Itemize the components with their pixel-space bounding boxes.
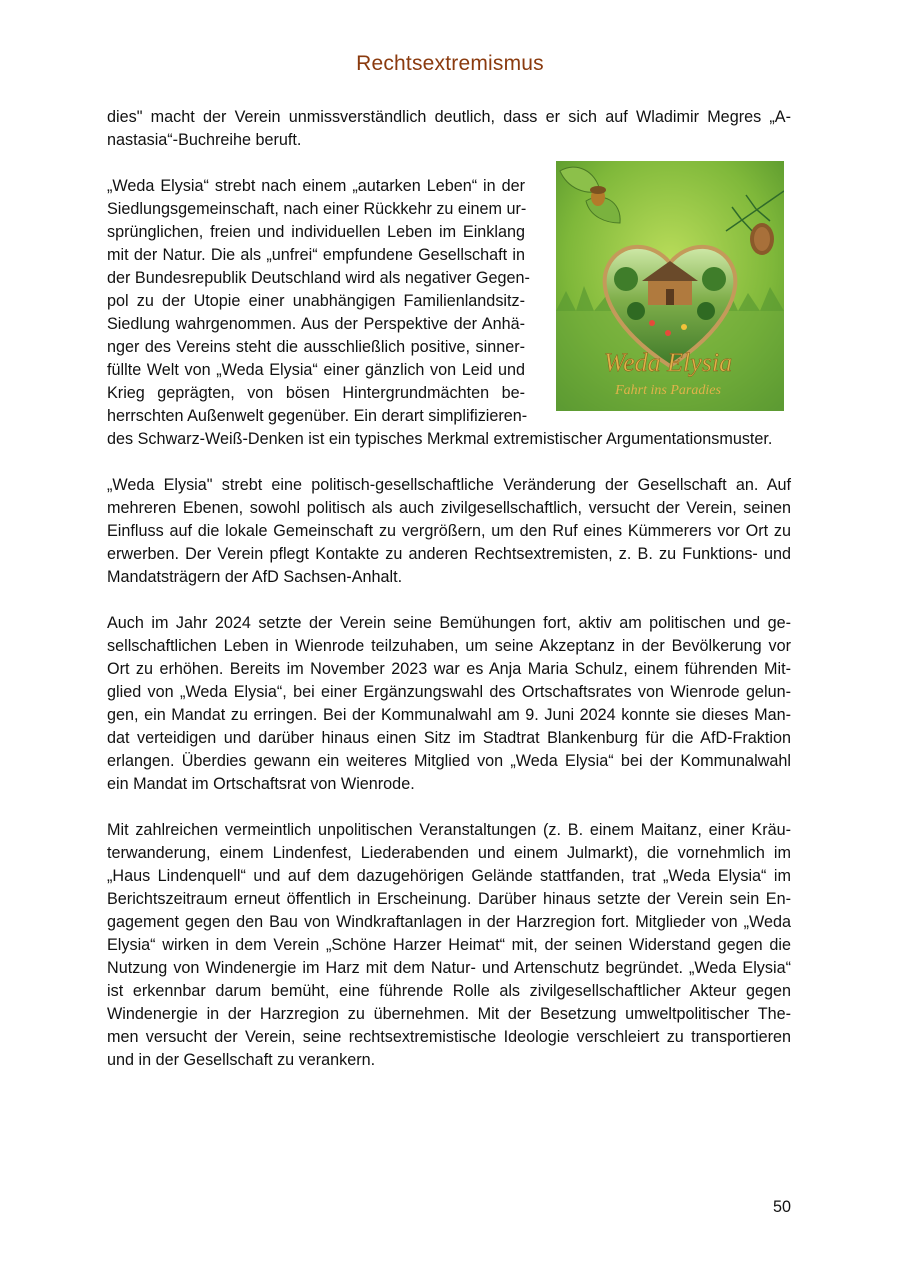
paragraph-4-line: gen, ein Mandat zu erringen. Bei der Kommunalwahl am 9. Juni 2024 konnte sie dieses Man- — [107, 706, 791, 724]
paragraph-5-line: Elysia“ wirken in dem Verein „Schöne Harzer Heimat“ mit, der seinen Widerstand gegen die — [107, 936, 791, 954]
paragraph-2-line: „Weda Elysia“ strebt nach einem „autarken Leben“ in der — [107, 177, 525, 195]
paragraph-4-line: sellschaftlichen Leben in Wienrode teilzuhaben, um seine Akzeptanz in der Bevölkerung vor — [107, 637, 791, 655]
paragraph-4-line: Ort zu erhöhen. Bereits im November 2023 war es Anja Maria Schulz, einem führenden Mit- — [107, 660, 791, 678]
paragraph-4-line: dat verteidigen und darüber hinaus einen Sitz im Stadtrat Blankenburg für die AfD-Fraktion — [107, 729, 791, 747]
paragraph-2-line: mit der Natur. Die als „unfrei“ empfundene Gesellschaft in — [107, 246, 525, 264]
paragraph-4-line: glied von „Weda Elysia“, bei einer Ergänzungswahl des Ortschaftsrates von Wienrode gelun- — [107, 683, 791, 701]
paragraph-3-line: „Weda Elysia" strebt eine politisch-gesellschaftliche Veränderung der Gesellschaft an. Auf — [107, 476, 791, 494]
paragraph-5-line: und in der Gesellschaft zu verankern. — [107, 1051, 376, 1069]
paragraph-5-line: Windenergie in der Harzregion zu übernehmen. Mit der Besetzung umweltpolitischer The- — [107, 1005, 791, 1023]
cover-subtitle: Fahrt ins Paradies — [615, 383, 721, 398]
page-number: 50 — [772, 1198, 791, 1216]
weda-elysia-cover-image — [556, 161, 784, 411]
paragraph-2-line: Siedlungsgemeinschaft, nach einer Rückkehr zu einem ur- — [107, 200, 527, 218]
paragraph-3-line: mehreren Ebenen, sowohl politisch als auch zivilgesellschaftlich, versucht der Verein, seinen — [107, 499, 791, 517]
paragraph-1-line: dies" macht der Verein unmissverständlich deutlich, dass er sich auf Wladimir Megres „A- — [107, 108, 791, 126]
paragraph-5-line: Berichtszeitraum erneut öffentlich in Erscheinung. Darüber hinaus setzte der Verein sein En- — [107, 890, 791, 908]
paragraph-3-line: erwerben. Der Verein pflegt Kontakte zu anderen Rechtsextremisten, z. B. zu Funktions- und — [107, 545, 791, 563]
paragraph-3-line: Mandatsträgern der AfD Sachsen-Anhalt. — [107, 568, 403, 586]
paragraph-2-line: der Bundesrepublik Deutschland wird als negativer Gegen- — [107, 269, 530, 287]
paragraph-5-line: „Haus Lindenquell“ und auf dem dazugehörigen Gelände stattfanden, trat „Weda Elysia“ im — [107, 867, 791, 885]
paragraph-2-line: herrschten Außenwelt gegenüber. Ein derart simplifizieren- — [107, 407, 528, 425]
paragraph-5-line: Nutzung von Windenergie im Harz mit dem Natur- und Artenschutz begründet. „Weda Elysia“ — [107, 959, 791, 977]
paragraph-2-line: pol zu der Utopie einer unabhängigen Familienlandsitz- — [107, 292, 525, 310]
paragraph-2-line: sprünglichen, freien und individuellen Leben im Einklang — [107, 223, 525, 241]
paragraph-2-line: Siedlung wahrgenommen. Aus der Perspektive der Anhä- — [107, 315, 525, 333]
paragraph-4-line: erlangen. Überdies gewann ein weiteres Mitglied von „Weda Elysia“ bei der Kommunalwahl — [107, 752, 791, 770]
paragraph-1-line: nastasia“-Buchreihe beruft. — [107, 131, 302, 149]
paragraph-5-line: ist erkennbar darum bemüht, eine führende Rolle als zivilgesellschaftlicher Akteur gegen — [107, 982, 791, 1000]
paragraph-5-line: gagement gegen den Bau von Windkraftanlagen in der Harzregion fort. Mitglieder von „Weda — [107, 913, 791, 931]
paragraph-5-line: men versucht der Verein, seine rechtsextremistische Ideologie verschleiert zu transportieren — [107, 1028, 791, 1046]
paragraph-2-line: des Schwarz-Weiß-Denken ist ein typisches Merkmal extremistischer Argumentationsmuster. — [107, 430, 773, 448]
cover-title: Weda Elysia — [603, 348, 733, 377]
paragraph-5-line: terwanderung, einem Lindenfest, Liederabenden und einem Julmarkt), die vornehmlich im — [107, 844, 791, 862]
paragraph-2-line: Krieg geprägten, von bösen Hintergrundmächten be- — [107, 384, 525, 402]
paragraph-4-line: Auch im Jahr 2024 setzte der Verein seine Bemühungen fort, aktiv am politischen und ge- — [107, 614, 791, 632]
paragraph-2-line: füllte Welt von „Weda Elysia“ einer gänzlich von Leid und — [107, 361, 525, 379]
page-header-title: Rechtsextremismus — [356, 52, 544, 75]
paragraph-5-line: Mit zahlreichen vermeintlich unpolitischen Veranstaltungen (z. B. einem Maitanz, einer Kräu- — [107, 821, 791, 839]
paragraph-2-line: nger des Vereins steht die ausschließlich positive, sinner- — [107, 338, 525, 356]
paragraph-3-line: Einfluss auf die lokale Gemeinschaft zu vergrößern, um den Ruf eines Kümmerers vor Ort zu — [107, 522, 791, 540]
paragraph-4-line: ein Mandat im Ortschaftsrat von Wienrode. — [107, 775, 415, 793]
